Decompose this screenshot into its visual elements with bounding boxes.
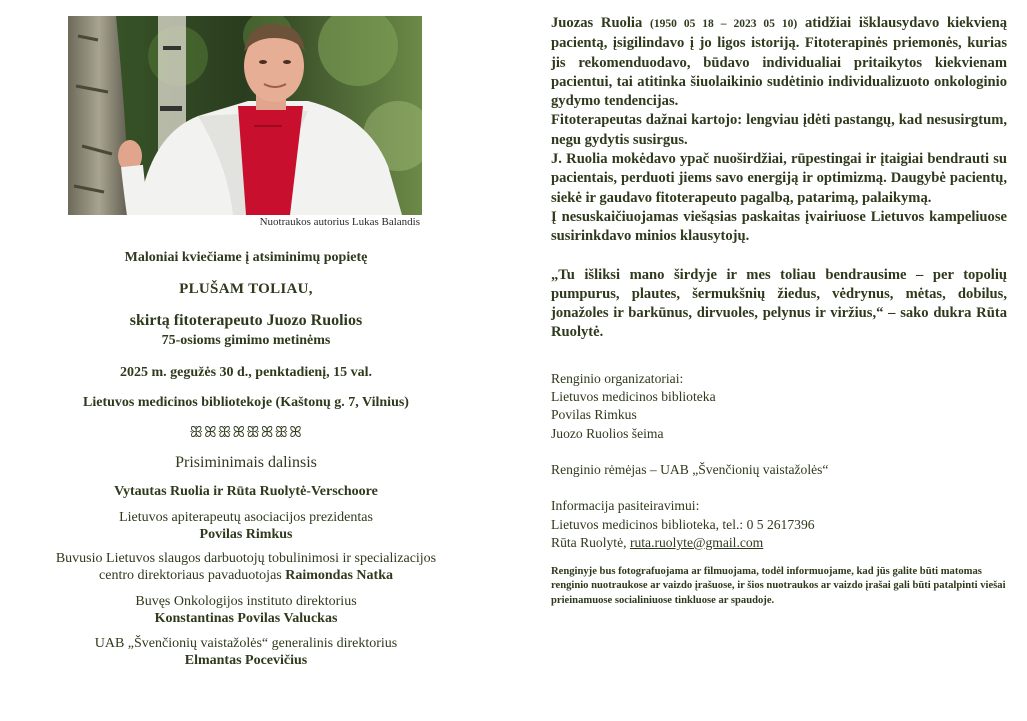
organizers-heading: Renginio organizatoriai: [551,370,684,386]
bio-paragraph: Į nesuskaičiuojamas viešąsias paskaitas įvairiuose Lietuvos kampeliuose susirinkdavo minios klausytojų. [551,208,1007,245]
sponsor-line: Renginio rėmėjas – UAB „Švenčionių vaistažolės“ [551,461,829,477]
photo-notice: Renginyje bus fotografuojama ar filmuojama, todėl informuojame, kad jūs galite būti matomas renginio nuotraukose ar vaizdo įrašuose, ir šios nuotraukos ar vaizdo įrašai gali būti patalpinti viešai prieinamuose socialiniuose tinkluose ar spaudoje. [551,566,1006,606]
daughter-quote: „Tu išliksi mano širdyje ir mes toliau bendrausime – per topolių pumpurus, plautes, šermukšnių žiedus, vėdrynus, mėtas, dobilus, jonažoles ir barkūnus, dirvuoles, pelynus ir viržius,“ – sako dukra Rūta Ruolytė. [551,266,1007,341]
contact-person: Rūta Ruolytė, [551,534,627,550]
speaker-block [0,550,492,584]
bio-paragraph: Fitoterapeutas dažnai kartojo: lengviau įdėti pastangų, kad nesusirgtum, negu gydytis susirgus. [551,112,1007,148]
dedication: skirtą fitoterapeuto Juozo Ruolios [129,312,363,329]
event-name: PLUŠAM TOLIAU, [179,281,313,297]
share-heading: Prisiminimais dalinsis [175,454,317,471]
email-link[interactable]: ruta.ruolyte@gmail.com [629,534,764,550]
event-venue: Lietuvos medicinos bibliotekoje (Kaštonų g. 7, Vilnius) [83,395,409,410]
organizer-item: Lietuvos medicinos biblioteka [551,389,716,405]
speaker-role: centro direktoriaus pavaduotojas [99,568,282,583]
anniversary: 75-osioms gimimo metinėms [161,333,331,348]
photo-caption: Nuotraukos autorius Lukas Balandis [259,216,420,228]
left-column [0,0,492,721]
bio-paragraph [551,14,1007,111]
right-column [551,14,1007,618]
speaker-name: Elmantas Pocevičius [184,653,308,668]
speaker-role: Buvęs Onkologijos instituto direktorius [135,594,357,609]
speaker-block [0,635,492,669]
organizer-item: Povilas Rimkus [551,407,637,423]
decorative-ornament: ꕥꕤꕥꕤꕥꕤꕥꕤ [189,425,303,441]
speaker-name: Povilas Rimkus [199,527,293,542]
organizer-item: Juozo Ruolios šeima [551,425,664,441]
speaker-role: Buvusio Lietuvos slaugos darbuotojų tobulinimosi ir specializacijos [55,551,437,566]
speaker-role: UAB „Švenčionių vaistažolės“ generalinis direktorius [94,636,398,651]
speaker-name: Vytautas Ruolia ir Rūta Ruolytė-Verschoore [114,484,378,499]
bio-dates: (1950 05 18 – 2023 05 10) [650,18,798,30]
contact-block [551,497,1007,552]
contact-library: Lietuvos medicinos biblioteka, tel.: 0 5 2617396 [551,516,815,532]
speaker-name: Konstantinas Povilas Valuckas [154,611,338,626]
contact-heading: Informacija pasiteiravimui: [551,498,700,514]
organizers-block [551,370,1007,443]
bio-paragraph: J. Ruolia mokėdavo ypač nuoširdžiai, rūpestingai ir įtaigiai bendrauti su pacientais, perduoti jiems savo energiją ir optimizmą. Daugybė pacientų, siekė ir gaudavo fitoterapeuto pagalbą, patarimą, palaikymą. [551,151,1007,206]
speaker-block [0,593,492,627]
event-date: 2025 m. gegužės 30 d., penktadienį, 15 val. [119,365,372,380]
portrait-photo [68,16,422,215]
speaker-block [0,509,492,543]
speaker-name: Raimondas Natka [285,568,393,583]
bio-text: atidžiai išklausydavo kiekvieną pacientą, įsigilindavo į jo ligos istoriją. Fitoterapinės priemonės, kurias jis rekomenduodavo, būdavo individualiai pritaikytos kiekvienam pacientui, tai atitinka šiuolaikinio sudėtinio individualizuoto onkologinio gydymo tendencijas. [551,15,1007,110]
bio-name: Juozas Ruolia [551,15,643,31]
invitation-line: Maloniai kviečiame į atsiminimų popietę [124,250,368,265]
speaker-role: Lietuvos apiterapeutų asociacijos prezidentas [119,510,373,525]
portrait-illustration [68,16,422,215]
